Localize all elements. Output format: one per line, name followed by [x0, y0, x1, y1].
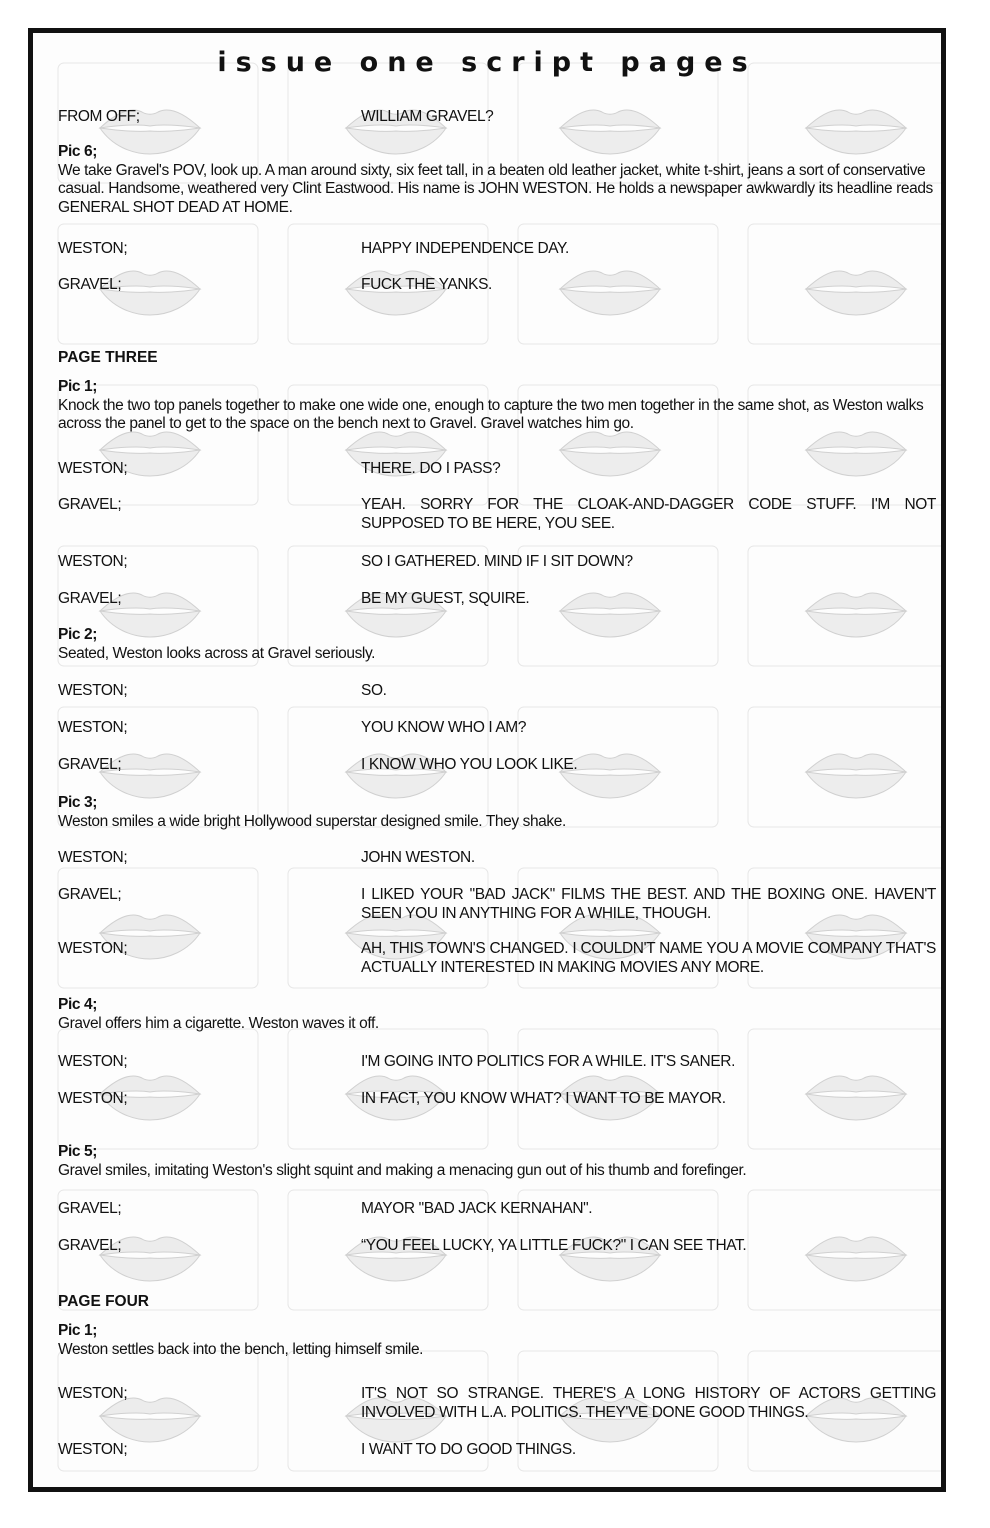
speaker-label: GRAVEL; [58, 756, 122, 773]
panel-text: Gravel offers him a cigarette. Weston waves it off. [58, 1014, 379, 1032]
panel-label: Pic 1; [58, 1322, 97, 1339]
speaker-label: WESTON; [58, 1385, 128, 1402]
dialogue-line: BE MY GUEST, SQUIRE. [361, 590, 530, 607]
panel-label: Pic 6; [58, 143, 97, 160]
panel-label: Pic 2; [58, 626, 97, 643]
speaker-label: GRAVEL; [58, 276, 122, 293]
dialogue-line: FUCK THE YANKS. [361, 276, 492, 293]
speaker-label: WESTON; [58, 460, 128, 477]
panel-label: Pic 5; [58, 1143, 97, 1160]
dialogue-line: WILLIAM GRAVEL? [361, 108, 494, 125]
panel-description [58, 1322, 938, 1359]
panel-description [58, 626, 938, 663]
dialogue-line: YOU KNOW WHO I AM? [361, 719, 527, 736]
speaker-label: WESTON; [58, 849, 128, 866]
panel-label: Pic 1; [58, 378, 97, 395]
panel-text: We take Gravel's POV, look up. A man around sixty, six feet tall, in a beaten old leather jacket, white t-shirt, jeans a sort of conservative casual. Handsome, weathered very Clint Eastwood. His name is JOHN WESTON. He holds a newspaper awkwardly its headline reads GENERAL SHOT DEAD AT HOME. [58, 161, 933, 216]
dialogue-line: MAYOR "BAD JACK KERNAHAN". [361, 1200, 593, 1217]
speaker-label: WESTON; [58, 553, 128, 570]
dialogue-line: I KNOW WHO YOU LOOK LIKE. [361, 756, 578, 773]
speaker-label: WESTON; [58, 940, 128, 957]
dialogue-line: SO. [361, 682, 387, 699]
speaker-label: GRAVEL; [58, 886, 122, 903]
panel-label: Pic 3; [58, 794, 97, 811]
speaker-label: WESTON; [58, 1053, 128, 1070]
dialogue-line: HAPPY INDEPENDENCE DAY. [361, 240, 569, 257]
panel-text: Weston smiles a wide bright Hollywood superstar designed smile. They shake. [58, 812, 566, 830]
page-frame [28, 28, 946, 1492]
speaker-label: WESTON; [58, 682, 128, 699]
script-content [33, 33, 941, 1487]
dialogue-line: “YOU FEEL LUCKY, YA LITTLE FUCK?" I CAN SEE THAT. [361, 1237, 747, 1254]
speaker-label: WESTON; [58, 240, 128, 257]
section-heading: PAGE FOUR [58, 1293, 149, 1310]
panel-label: Pic 4; [58, 996, 97, 1013]
panel-description [58, 143, 938, 217]
panel-text: Seated, Weston looks across at Gravel seriously. [58, 644, 376, 662]
dialogue-line: JOHN WESTON. [361, 849, 475, 866]
speaker-label: WESTON; [58, 1090, 128, 1107]
page-title: issue one script pages [217, 47, 757, 78]
dialogue-line: IN FACT, YOU KNOW WHAT? I WANT TO BE MAYOR. [361, 1090, 726, 1107]
dialogue-line: SO I GATHERED. MIND IF I SIT DOWN? [361, 553, 633, 570]
speaker-label: GRAVEL; [58, 496, 122, 513]
panel-description [58, 378, 938, 434]
speaker-label: FROM OFF; [58, 108, 140, 125]
speaker-label: WESTON; [58, 719, 128, 736]
dialogue-line: I'M GOING INTO POLITICS FOR A WHILE. IT'S SANER. [361, 1053, 735, 1070]
speaker-label: GRAVEL; [58, 1237, 122, 1254]
dialogue-line: I LIKED YOUR "BAD JACK" FILMS THE BEST. AND THE BOXING ONE. HAVEN'T SEEN YOU IN ANYTHING FOR A WHILE, THOUGH. [361, 886, 936, 922]
panel-text: Weston settles back into the bench, letting himself smile. [58, 1340, 424, 1358]
speaker-label: GRAVEL; [58, 590, 122, 607]
panel-description [58, 1143, 938, 1180]
panel-description [58, 794, 938, 831]
dialogue-line: I WANT TO DO GOOD THINGS. [361, 1441, 576, 1458]
speaker-label: WESTON; [58, 1441, 128, 1458]
dialogue-line: YEAH. SORRY FOR THE CLOAK-AND-DAGGER CODE STUFF. I'M NOT SUPPOSED TO BE HERE, YOU SEE. [361, 496, 936, 532]
dialogue-line: AH, THIS TOWN'S CHANGED. I COULDN'T NAME YOU A MOVIE COMPANY THAT'S ACTUALLY INTERESTED IN MAKING MOVIES ANY MORE. [361, 940, 936, 976]
panel-text: Knock the two top panels together to make one wide one, enough to capture the two men together in the same shot, as Weston walks across the panel to get to the space on the bench next to Gravel. Gravel watches him go. [58, 396, 924, 432]
panel-description [58, 996, 938, 1033]
speaker-label: GRAVEL; [58, 1200, 122, 1217]
dialogue-line: IT'S NOT SO STRANGE. THERE'S A LONG HISTORY OF ACTORS GETTING INVOLVED WITH L.A. POLITICS. THEY'VE DONE GOOD THINGS. [361, 1385, 936, 1421]
dialogue-line: THERE. DO I PASS? [361, 460, 501, 477]
section-heading: PAGE THREE [58, 349, 158, 366]
panel-text: Gravel smiles, imitating Weston's slight squint and making a menacing gun out of his thumb and forefinger. [58, 1161, 747, 1179]
